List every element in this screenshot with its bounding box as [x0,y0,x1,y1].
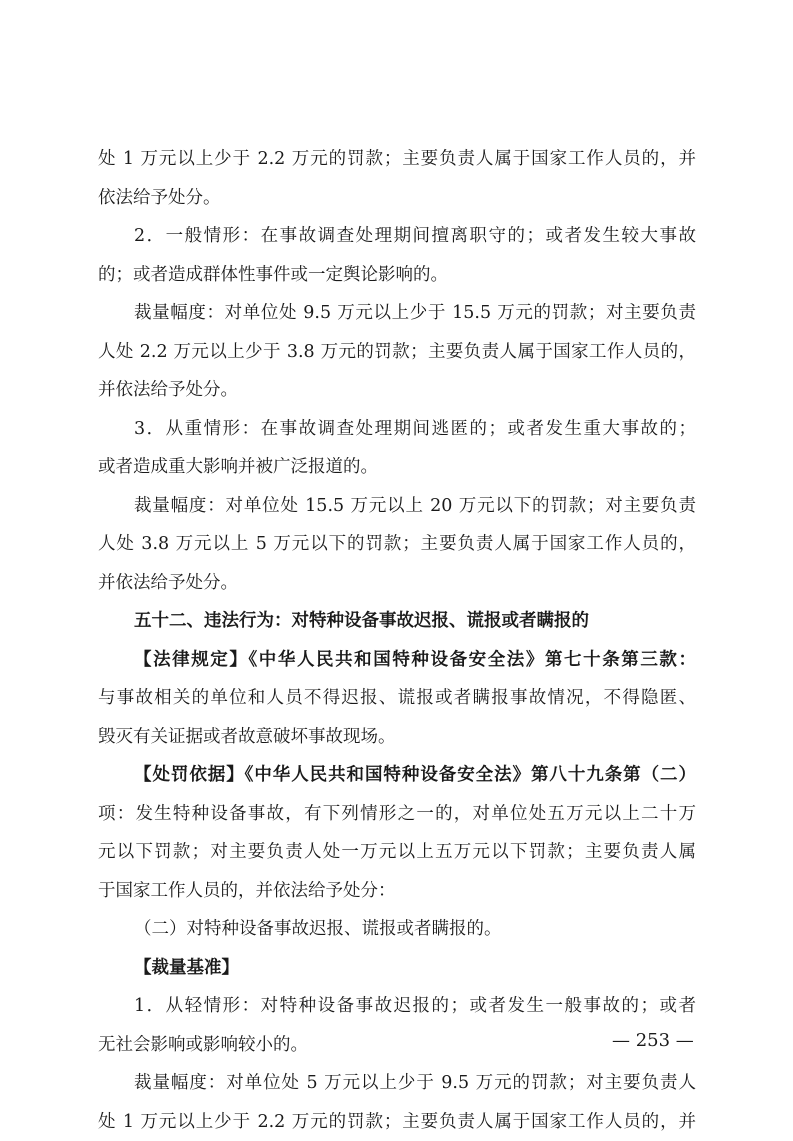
text-line: 1．从轻情形：对特种设备事故迟报的；或者发生一般事故的；或者 [98,987,696,1026]
text-line: 【处罚依据】《中华人民共和国特种设备安全法》第八十九条第（二） [98,756,696,795]
text-line: 处 1 万元以上少于 2.2 万元的罚款；主要负责人属于国家工作人员的，并 [98,1103,696,1141]
text-line: （二）对特种设备事故迟报、谎报或者瞒报的。 [98,910,696,949]
text-line: 人处 3.8 万元以上 5 万元以下的罚款；主要负责人属于国家工作人员的， [98,525,696,564]
text-line: 毁灭有关证据或者故意破坏事故现场。 [98,718,696,757]
text-line: 裁量幅度：对单位处 5 万元以上少于 9.5 万元的罚款；对主要负责人 [98,1064,696,1103]
text-line: 并依法给予处分。 [98,564,696,603]
text-line: 并依法给予处分。 [98,371,696,410]
page-number: — 253 — [612,1030,702,1051]
text-line: 与事故相关的单位和人员不得迟报、谎报或者瞒报事故情况，不得隐匿、 [98,679,696,718]
text-line: 或者造成重大影响并被广泛报道的。 [98,448,696,487]
text-line: 的；或者造成群体性事件或一定舆论影响的。 [98,256,696,295]
text-line: 无社会影响或影响较小的。 [98,1026,696,1065]
text-line: 元以下罚款；对主要负责人处一万元以上五万元以下罚款；主要负责人属 [98,833,696,872]
text-line: 【裁量基准】 [98,949,696,988]
text-line: 人处 2.2 万元以上少于 3.8 万元的罚款；主要负责人属于国家工作人员的， [98,333,696,372]
body-text [98,140,696,1141]
text-line: 裁量幅度：对单位处 9.5 万元以上少于 15.5 万元的罚款；对主要负责 [98,294,696,333]
text-line: 五十二、违法行为：对特种设备事故迟报、谎报或者瞒报的 [98,602,696,641]
text-line: 依法给予处分。 [98,179,696,218]
text-line: 2．一般情形：在事故调查处理期间擅离职守的；或者发生较大事故 [98,217,696,256]
text-line: 项：发生特种设备事故，有下列情形之一的，对单位处五万元以上二十万 [98,795,696,834]
text-line: 裁量幅度：对单位处 15.5 万元以上 20 万元以下的罚款；对主要负责 [98,487,696,526]
text-line: 【法律规定】《中华人民共和国特种设备安全法》第七十条第三款： [98,641,696,680]
text-line: 处 1 万元以上少于 2.2 万元的罚款；主要负责人属于国家工作人员的，并 [98,140,696,179]
text-line: 3．从重情形：在事故调查处理期间逃匿的；或者发生重大事故的； [98,410,696,449]
text-line: 于国家工作人员的，并依法给予处分： [98,872,696,911]
